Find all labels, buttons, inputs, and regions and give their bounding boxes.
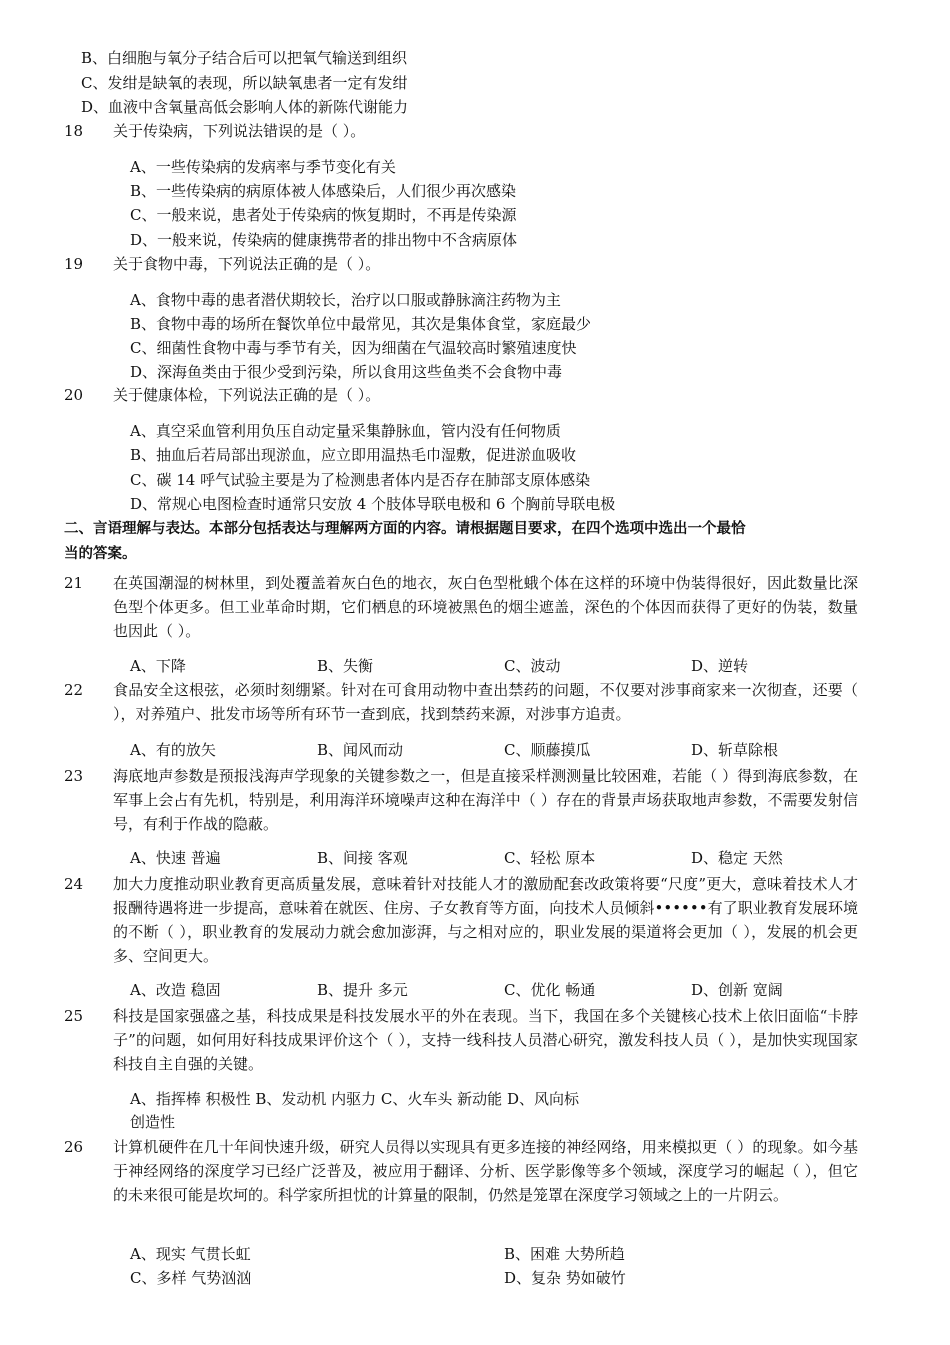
- q21-option-c: C、波动: [504, 657, 561, 675]
- q23-option-b: B、间接 客观: [317, 849, 408, 867]
- q17-option-b: B、白细胞与氧分子结合后可以把氧气输送到组织: [81, 49, 408, 67]
- question-number: 19: [64, 255, 84, 273]
- q17-option-d: D、血液中含氧量高低会影响人体的新陈代谢能力: [81, 98, 409, 116]
- question-number: 25: [64, 1007, 84, 1025]
- section-heading-line2: 当的答案。: [64, 546, 137, 562]
- q21-option-b: B、失衡: [317, 657, 374, 675]
- q24-option-d: D、创新 宽阔: [691, 981, 783, 999]
- q19-option-b: B、食物中毒的场所在餐饮单位中最常见，其次是集体食堂，家庭最少: [130, 315, 592, 333]
- q19-option-d: D、深海鱼类由于很少受到污染，所以食用这些鱼类不会食物中毒: [130, 363, 563, 381]
- question-stem: 关于食物中毒，下列说法正确的是（ ）。: [113, 255, 381, 273]
- question-stem: 计算机硬件在几十年间快速升级，研究人员得以实现具有更多连接的神经网络，用来模拟更（ ）的现象。如今基于神经网络的深度学习已经广泛普及，被应用于翻译、分析、医学影像等多个领域，深度学习的崛起（ ），但它的未来很可能是坎坷的。科学家所担忧的计算量的限制，仍然是笼罩在深度学习领域之上的一片阴云。: [113, 1138, 858, 1204]
- question-stem: 关于传染病，下列说法错误的是（ ）。: [113, 122, 366, 140]
- question-stem: 海底地声参数是预报浅海声学现象的关键参数之一，但是直接采样测测量比较困难，若能（ ）得到海底参数，在军事上会占有先机，特别是，利用海洋环境噪声这种在海洋中（ ）存在的背景声场获取地声参数，不需要发射信号，有利于作战的隐蔽。: [113, 767, 858, 833]
- section-heading-line1: 二、言语理解与表达。本部分包括表达与理解两方面的内容。请根据题目要求，在四个选项中选出一个最恰: [64, 521, 746, 537]
- question-number: 18: [64, 122, 84, 140]
- question-stem: 食品安全这根弦，必须时刻绷紧。针对在可食用动物中查出禁药的问题，不仅要对涉事商家来一次彻查，还要（ ），对养殖户、批发市场等所有环节一查到底，找到禁药来源，对涉事方追责。: [113, 681, 858, 723]
- q18-option-b: B、一些传染病的病原体被人体感染后，人们很少再次感染: [130, 182, 517, 200]
- q22-option-d: D、斩草除根: [691, 741, 779, 759]
- q20-option-d: D、常规心电图检查时通常只安放 4 个肢体导联电极和 6 个胸前导联电极: [130, 495, 616, 513]
- question-number: 24: [64, 875, 84, 893]
- q24-option-b: B、提升 多元: [317, 981, 408, 999]
- question-number: 21: [64, 574, 84, 592]
- q18-option-a: A、一些传染病的发病率与季节变化有关: [130, 158, 396, 176]
- question-stem: 科技是国家强盛之基，科技成果是科技发展水平的外在表现。当下，我国在多个关键核心技术上依旧面临“卡脖子”的问题，如何用好科技成果评价这个（ ），支持一线科技人员潜心研究，激发科技人员（ ），是加快实现国家科技自主自强的关键。: [113, 1007, 858, 1073]
- question-number: 23: [64, 767, 84, 785]
- q26-option-c: C、多样 气势汹汹: [130, 1269, 252, 1287]
- q21-option-d: D、逆转: [691, 657, 749, 675]
- q25-options-wrap: 创造性: [130, 1113, 176, 1131]
- q24-option-a: A、改造 稳固: [130, 981, 221, 999]
- question-stem: 加大力度推动职业教育更高质量发展，意味着针对技能人才的激励配套改政策将要“尺度”更大，意味着技术人才报酬待遇将进一步提高，意味着在就医、住房、子女教育等方面，向技术人员倾斜••••••有了职业教育发展环境的不断（ ），职业教育的发展动力就会愈加澎湃，与之相对应的，职业发展的渠道将会更加（ ），发展的机会更多、空间更大。: [113, 875, 858, 965]
- q22-option-b: B、闻风而动: [317, 741, 404, 759]
- q24-option-c: C、优化 畅通: [504, 981, 596, 999]
- question-number: 20: [64, 386, 84, 404]
- q22-option-c: C、顺藤摸瓜: [504, 741, 591, 759]
- q18-option-d: D、一般来说，传染病的健康携带者的排出物中不含病原体: [130, 231, 518, 249]
- q23-option-d: D、稳定 天然: [691, 849, 783, 867]
- q26-option-d: D、复杂 势如破竹: [504, 1269, 626, 1287]
- q17-option-c: C、发绀是缺氧的表现，所以缺氧患者一定有发绀: [81, 74, 408, 92]
- question-stem: 在英国潮湿的树林里，到处覆盖着灰白色的地衣，灰白色型枇蛾个体在这样的环境中伪装得很好，因此数量比深色型个体更多。但工业革命时期，它们栖息的环境被黑色的烟尘遮盖，深色的个体因而获得了更好的伪装，数量也因此（ ）。: [113, 574, 858, 640]
- q23-option-c: C、轻松 原本: [504, 849, 596, 867]
- question-number: 22: [64, 681, 84, 699]
- q26-option-a: A、现实 气贯长虹: [130, 1245, 251, 1263]
- q21-option-a: A、下降: [130, 657, 186, 675]
- q25-options-line: A、指挥棒 积极性 B、发动机 内驱力 C、火车头 新动能 D、风向标: [130, 1090, 579, 1108]
- q22-option-a: A、有的放矢: [130, 741, 216, 759]
- q19-option-c: C、细菌性食物中毒与季节有关，因为细菌在气温较高时繁殖速度快: [130, 339, 577, 357]
- q18-option-c: C、一般来说，患者处于传染病的恢复期时，不再是传染源: [130, 206, 517, 224]
- q20-option-b: B、抽血后若局部出现淤血，应立即用温热毛巾湿敷，促进淤血吸收: [130, 446, 577, 464]
- q26-option-b: B、困难 大势所趋: [504, 1245, 625, 1263]
- q20-option-a: A、真空采血管利用负压自动定量采集静脉血，管内没有任何物质: [130, 422, 561, 440]
- question-number: 26: [64, 1138, 84, 1156]
- q23-option-a: A、快速 普遍: [130, 849, 221, 867]
- q20-option-c: C、碳 14 呼气试验主要是为了检测患者体内是否存在肺部支原体感染: [130, 471, 591, 489]
- q19-option-a: A、食物中毒的患者潜伏期较长，治疗以口服或静脉滴注药物为主: [130, 291, 561, 309]
- question-stem: 关于健康体检，下列说法正确的是（ ）。: [113, 386, 381, 404]
